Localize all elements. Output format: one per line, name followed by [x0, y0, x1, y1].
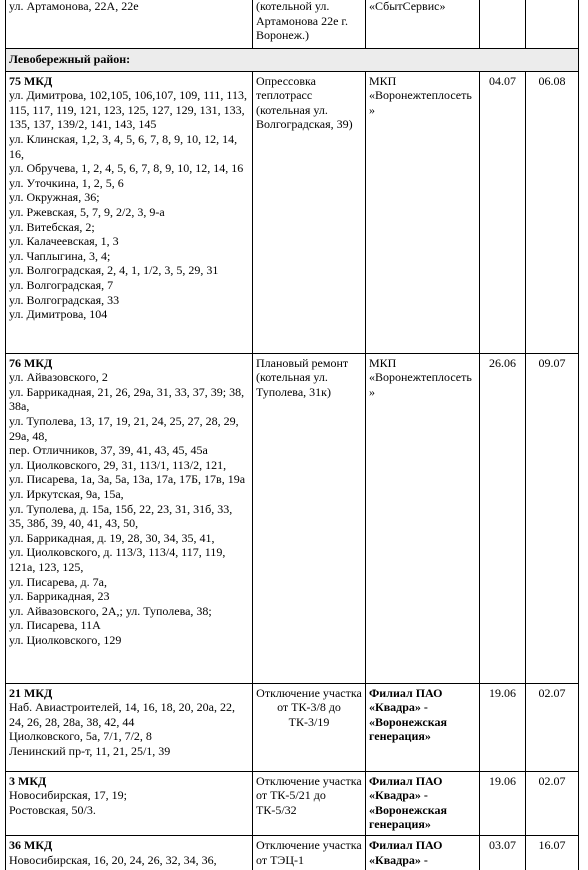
address-line: Ростовская, 50/3.	[9, 802, 96, 817]
table-row	[6, 835, 579, 870]
address-line: ул. Чаплыгина, 3, 4;	[9, 248, 111, 263]
org-cell: Филиал ПАО «Квадра» -	[366, 835, 480, 870]
address-line: ул. Уточкина, 1, 2, 5, 6	[9, 175, 124, 190]
address-line: ул. Ржевская, 5, 7, 9, 2/2, 3, 9-а	[9, 204, 165, 219]
address-cell	[6, 683, 253, 771]
address-line: ул. Обручева, 1, 2, 4, 5, 6, 7, 8, 9, 10, 12, 14, 16	[9, 161, 244, 176]
work-cell: Опрессовка теплотрасс (котельная ул. Волгоградская, 39)	[253, 71, 366, 353]
mkd-count: 75 МКД	[9, 73, 53, 88]
outage-schedule-table	[5, 0, 579, 870]
address-cell	[6, 835, 253, 870]
work-cell: Отключение участка от ТЭЦ-1	[253, 835, 366, 870]
mkd-count: 3 МКД	[9, 773, 47, 788]
work-cell: Плановый ремонт (котельная ул. Туполева, 31к)	[253, 353, 366, 683]
org-cell: МКП «Воронежтеплосеть»	[366, 71, 480, 353]
end-date-cell: 02.07	[526, 683, 579, 771]
address-line: Ленинский пр-т, 11, 21, 25/1, 39	[9, 743, 171, 758]
address-line: ул. Окружная, 36;	[9, 190, 100, 205]
end-date-cell: 16.07	[526, 835, 579, 870]
address-line: ул. Калачеевская, 1, 3	[9, 234, 119, 249]
address-line: ул. Циолковского, 129	[9, 632, 122, 647]
start-date-cell: 04.07	[480, 71, 526, 353]
address-line: ул. Писарева, 11А	[9, 618, 101, 633]
mkd-count: 36 МКД	[9, 837, 53, 852]
start-date-cell: 26.06	[480, 353, 526, 683]
address-line: ул. Баррикадная, д. 19, 28, 30, 34, 35, 41,	[9, 530, 215, 545]
address-line: ул. Волгоградская, 2, 4, 1, 1/2, 3, 5, 29, 31	[9, 263, 219, 278]
address-line: ул. Витебская, 2;	[9, 219, 95, 234]
address-line: ул. Туполева, 13, 17, 19, 21, 24, 25, 27, 28, 29, 29а, 48,	[9, 413, 239, 443]
address-line: ул. Волгоградская, 33	[9, 292, 120, 307]
mkd-count: 76 МКД	[9, 355, 53, 370]
start-date-cell: 19.06	[480, 771, 526, 835]
org-cell: Филиал ПАО «Квадра» - «Воронежская генерация»	[366, 771, 480, 835]
address-line: ул. Айвазовского, 2А,; ул. Туполева, 38;	[9, 603, 212, 618]
start-date-cell: 03.07	[480, 835, 526, 870]
table-row	[6, 683, 579, 771]
address-line: ул. Писарева, 1а, 3а, 5а, 13а, 17а, 17Б, 17в, 19а	[9, 472, 246, 487]
org-cell: МКП «Воронежтеплосеть»	[366, 353, 480, 683]
section-header-row	[6, 49, 579, 72]
address-line: ул. Димитрова, 104	[9, 307, 108, 322]
address-cell	[6, 353, 253, 683]
address-line: ул. Иркутская, 9а, 15а,	[9, 486, 124, 501]
address-line: Новосибирская, 16, 20, 24, 26, 32, 34, 36,	[9, 852, 217, 867]
address-line: ул. Клинская, 1,2, 3, 4, 5, 6, 7, 8, 9, 10, 12, 14, 16,	[9, 131, 238, 161]
address-line: ул. Айвазовского, 2	[9, 370, 108, 385]
table-row	[6, 0, 579, 49]
mkd-count: 21 МКД	[9, 685, 53, 700]
table-row	[6, 71, 579, 353]
address-line: Наб. Авиастроителей, 14, 16, 18, 20, 20а, 22, 24, 26, 28, 28а, 38, 42, 44	[9, 700, 235, 729]
address-line: ул. Писарева, д. 7а,	[9, 574, 107, 589]
address-cell	[6, 0, 253, 49]
end-date-cell: 02.07	[526, 771, 579, 835]
address-line: ул. Туполева, д. 15а, 15б, 22, 23, 31, 31б, 33, 35, 38б, 39, 40, 41, 43, 50,	[9, 501, 233, 531]
section-title: Левобережный район:	[6, 49, 579, 72]
table-body	[6, 0, 579, 870]
end-date-cell: 09.07	[526, 353, 579, 683]
address-cell	[6, 71, 253, 353]
start-date-cell	[480, 0, 526, 49]
address-line: ул. Артамонова, 22А, 22е	[9, 0, 139, 13]
address-line: ул. Циолковского, 29, 31, 113/1, 113/2, 121,	[9, 457, 227, 472]
address-line: ул. Баррикадная, 23	[9, 589, 110, 604]
address-cell	[6, 771, 253, 835]
start-date-cell: 19.06	[480, 683, 526, 771]
work-cell: (котельной ул. Артамонова 22е г. Воронеж.)	[253, 0, 366, 49]
address-line: Новосибирская, 17, 19;	[9, 788, 127, 803]
address-line: ул. Димитрова, 102,105, 106,107, 109, 111, 113, 115, 117, 119, 121, 123, 125, 127, 129, 131, 133, 135, 137, 139/2, 141, 143, 145	[9, 88, 247, 132]
work-cell: Отключение участка от ТК-5/21 до ТК-5/32	[253, 771, 366, 835]
address-line: пер. Отличников, 37, 39, 41, 43, 45, 45а	[9, 443, 208, 458]
end-date-cell	[526, 0, 579, 49]
table-row	[6, 353, 579, 683]
org-cell: «СбытСервис»	[366, 0, 480, 49]
address-line: Циолковского, 5а, 7/1, 7/2, 8	[9, 729, 152, 744]
address-line: ул. Баррикадная, 21, 26, 29а, 31, 33, 37, 39; 38, 38а,	[9, 384, 245, 414]
end-date-cell: 06.08	[526, 71, 579, 353]
work-cell: Отключение участка от ТК-3/8 до ТК-3/19	[253, 683, 366, 771]
org-cell: Филиал ПАО «Квадра» - «Воронежская генерация»	[366, 683, 480, 771]
table-row	[6, 771, 579, 835]
address-line: ул. Циолковского, д. 113/3, 113/4, 117, 119, 121а, 123, 125,	[9, 545, 226, 574]
address-line: ул. Волгоградская, 7	[9, 277, 114, 292]
